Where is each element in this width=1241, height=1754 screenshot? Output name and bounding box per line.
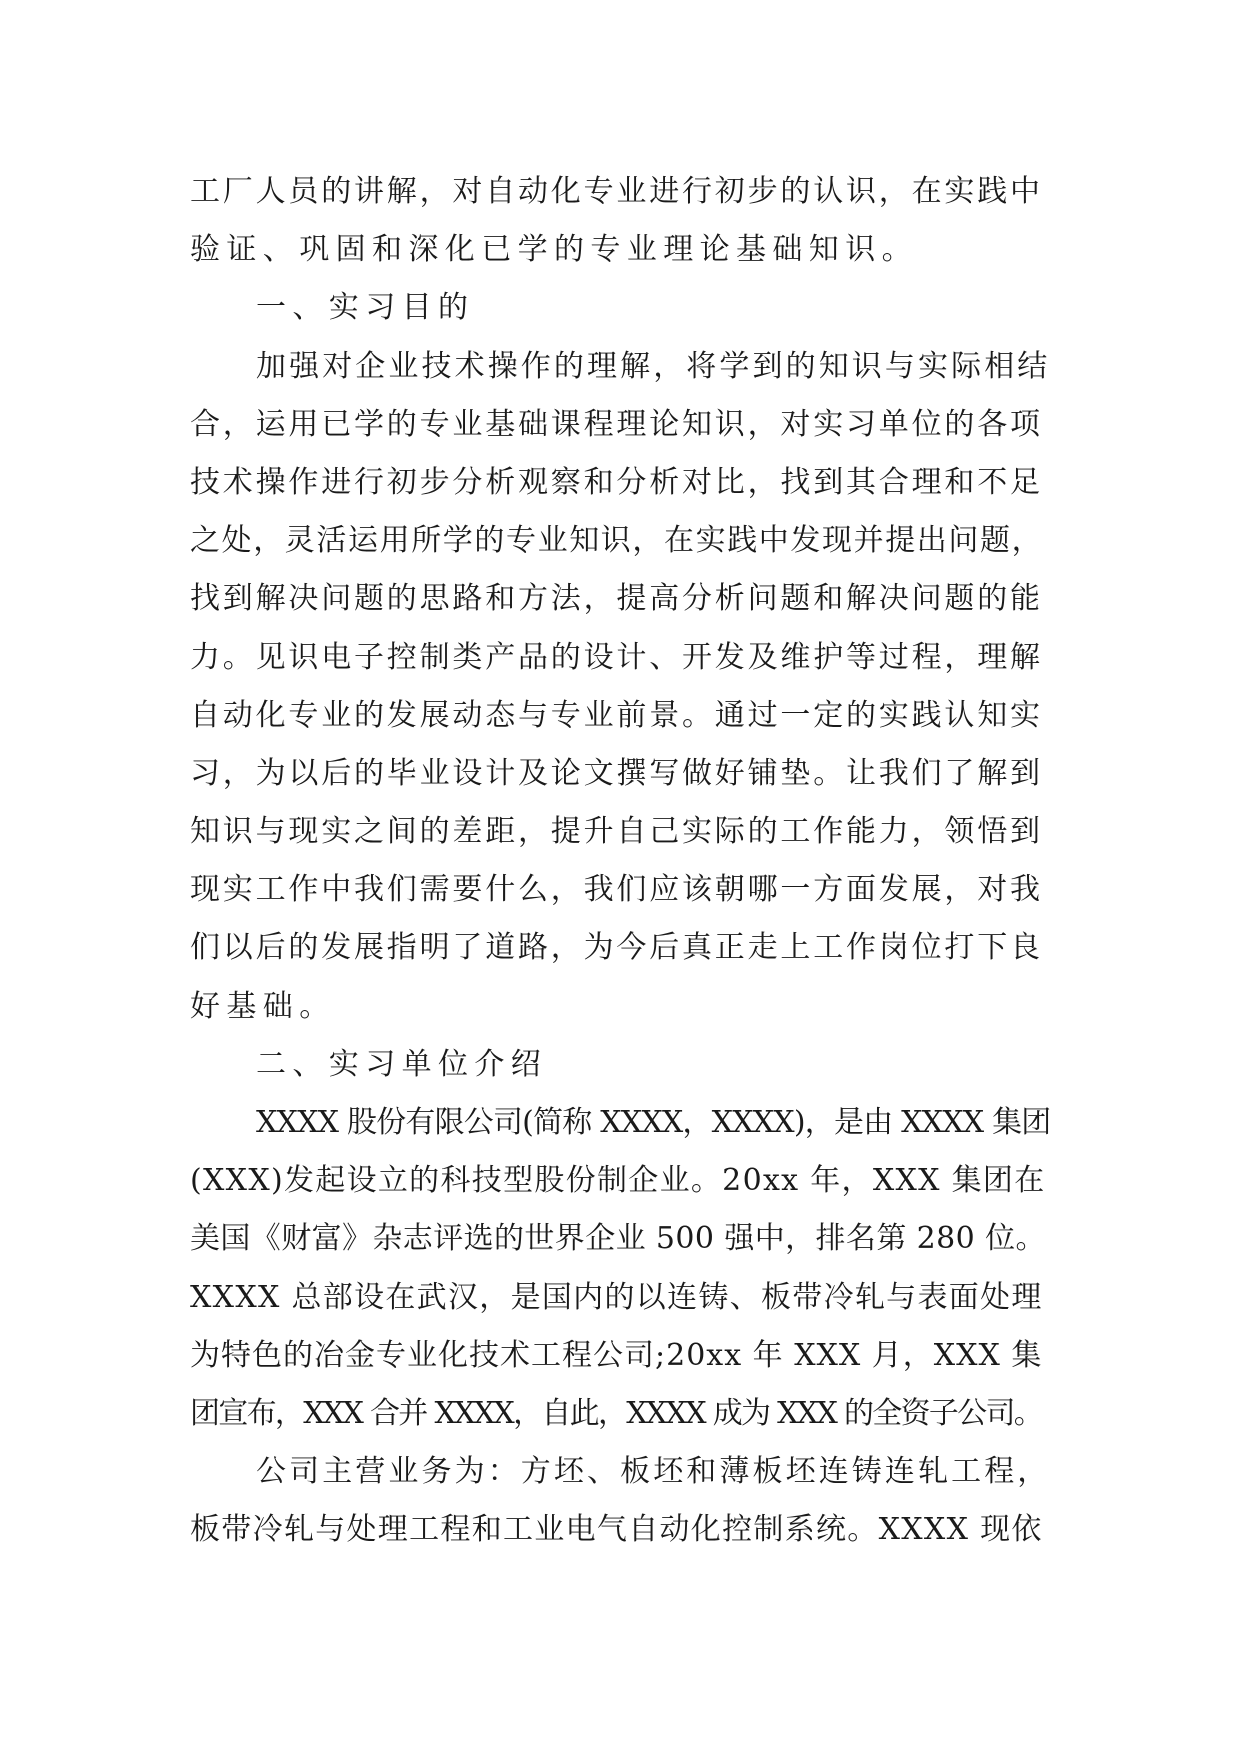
paragraph-line: 合，运用已学的专业基础课程理论知识，对实习单位的各项 [190, 406, 1043, 442]
paragraph-line: 加强对企业技术操作的理解，将学到的知识与实际相结 [256, 348, 1051, 384]
section-heading: 二、实习单位介绍 [256, 1046, 548, 1082]
paragraph-line: XXXX 股份有限公司(简称 XXXX，XXXX)，是由 XXXX 集团 [256, 1105, 1051, 1140]
paragraph-line: 美国《财富》杂志评选的世界企业 500 强中，排名第 280 位。 [190, 1221, 1046, 1257]
paragraph-line: 力。见识电子控制类产品的设计、开发及维护等过程，理解 [190, 639, 1043, 675]
paragraph-line: 验证、巩固和深化已学的专业理论基础知识。 [190, 232, 918, 268]
paragraph-line: 公司主营业务为：方坯、板坯和薄板坯连铸连轧工程， [256, 1454, 1051, 1490]
paragraph-line: 好基础。 [190, 988, 336, 1024]
paragraph-line: 自动化专业的发展动态与专业前景。通过一定的实践认知实 [190, 697, 1043, 733]
paragraph-line: 知识与现实之间的差距，提升自己实际的工作能力，领悟到 [190, 814, 1043, 850]
paragraph-line: XXXX 总部设在武汉，是国内的以连铸、板带冷轧与表面处理 [190, 1279, 1043, 1315]
paragraph-line: 工厂人员的讲解，对自动化专业进行初步的认识，在实践中 [190, 174, 1043, 209]
paragraph-line: 为特色的冶金专业化技术工程公司;20xx 年 XXX 月，XXX 集 [190, 1337, 1043, 1373]
paragraph-line: (XXX)发起设立的科技型股份制企业。20xx 年，XXX 集团在 [190, 1163, 1046, 1199]
paragraph-line: 现实工作中我们需要什么，我们应该朝哪一方面发展，对我 [190, 872, 1043, 908]
paragraph-line: 习，为以后的毕业设计及论文撰写做好铺垫。让我们了解到 [190, 755, 1043, 791]
paragraph-line: 们以后的发展指明了道路，为今后真正走上工作岗位打下良 [190, 930, 1043, 966]
document-body [190, 163, 1050, 1560]
paragraph-line: 找到解决问题的思路和方法，提高分析问题和解决问题的能 [190, 581, 1043, 617]
paragraph-line: 团宣布，XXX 合并 XXXX，自此，XXXX 成为 XXX 的全资子公司。 [190, 1395, 1043, 1431]
paragraph-line: 技术操作进行初步分析观察和分析对比，找到其合理和不足 [190, 464, 1043, 500]
paragraph-line: 之处，灵活运用所学的专业知识，在实践中发现并提出问题， [190, 523, 1044, 559]
section-heading: 一、实习目的 [256, 290, 475, 326]
paragraph-line: 板带冷轧与处理工程和工业电气自动化控制系统。XXXX 现依 [190, 1512, 1043, 1548]
